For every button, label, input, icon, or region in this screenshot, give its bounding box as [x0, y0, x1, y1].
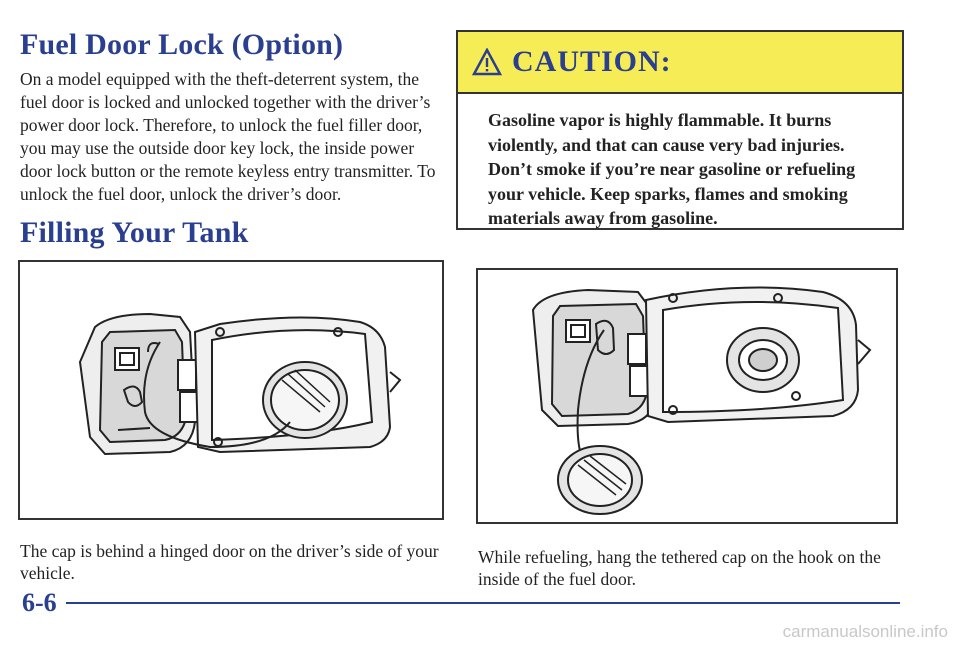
- figure-fuel-door-open: [476, 268, 898, 524]
- warning-triangle-icon: [472, 48, 502, 76]
- caution-text: Gasoline vapor is highly flammable. It burns violently, and that can cause very bad injuries. Don’t smoke if you’re near gasoline or refueling your vehicle. Keep sparks, flames and smoking materials away from gasoline.: [488, 110, 856, 228]
- section-title-fuel-door-lock: Fuel Door Lock (Option): [20, 28, 344, 61]
- page-number: 6-6: [22, 588, 57, 617]
- caution-box: [456, 30, 904, 230]
- figure-fuel-door-closed: [18, 260, 444, 520]
- fuel-door-closed-illustration: [20, 262, 442, 518]
- right-figure-caption: While refueling, hang the tethered cap on the hook on the inside of the fuel door.: [478, 547, 881, 589]
- fuel-door-open-illustration: [478, 270, 896, 522]
- section-title-filling-your-tank: Filling Your Tank: [20, 216, 249, 249]
- fuel-door-lock-paragraph: On a model equipped with the theft-deterrent system, the fuel door is locked and unlocked together with the driver’s power door lock. Therefore, to unlock the fuel filler door, you may use the outside door key lock, the inside power door lock button or the remote keyless entry transmitter. To unlock the fuel door, unlock the driver’s door.: [20, 69, 436, 204]
- footer-rule: [66, 602, 900, 604]
- watermark: carmanualsonline.info: [782, 622, 948, 641]
- caution-header: [458, 32, 902, 94]
- caution-title: CAUTION:: [512, 45, 672, 78]
- left-figure-caption: The cap is behind a hinged door on the driver’s side of your vehicle.: [20, 541, 439, 583]
